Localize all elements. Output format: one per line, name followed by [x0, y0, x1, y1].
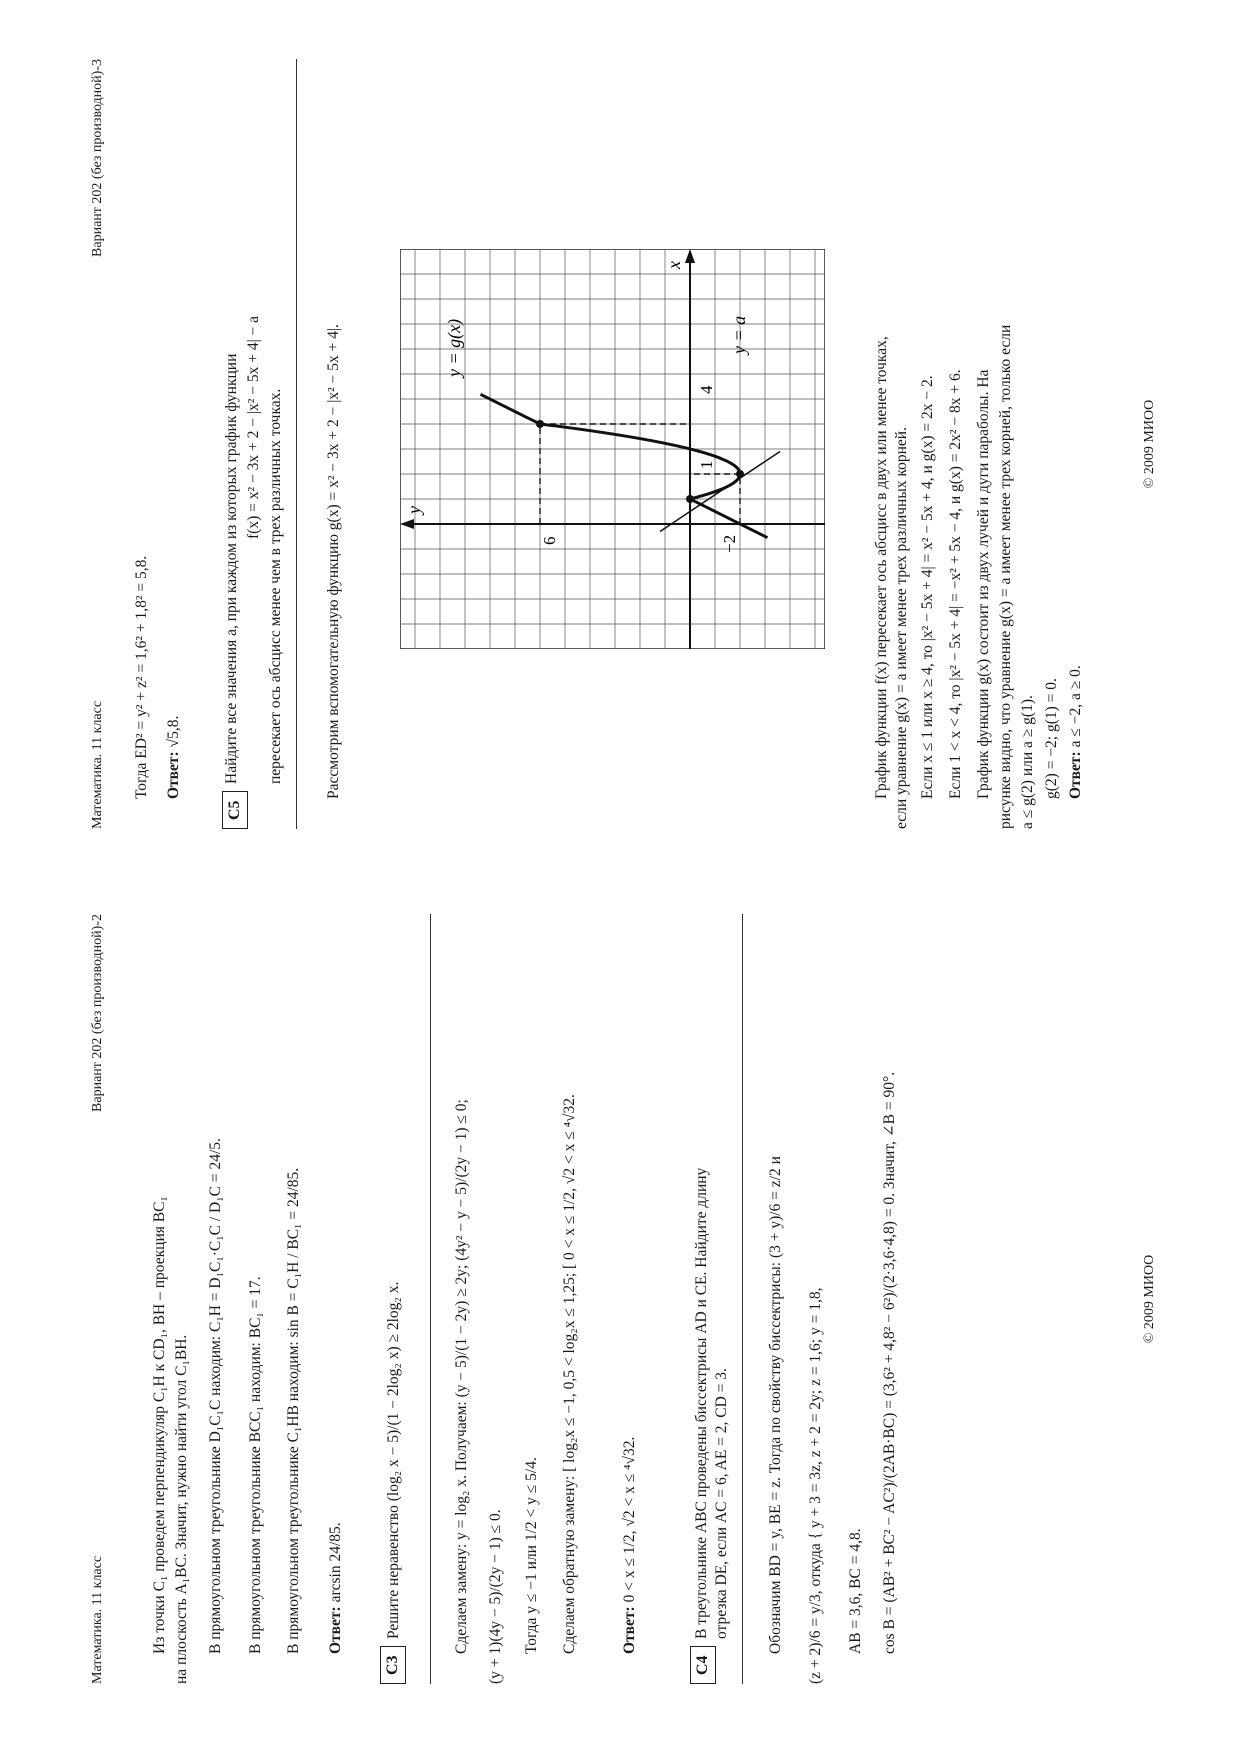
task-statement: Решите неравенство (log₂ x − 5)/(1 − 2log₂ x) ≥ 2log₂ x.: [385, 1281, 402, 1639]
task-statement: пересекает ось абсцисс менее чем в трех различных точках.: [267, 388, 284, 784]
text-line: рисунке видно, что уравнение g(x) = a имеет менее трех корней, только если: [997, 324, 1014, 829]
header-variant: Вариант 202 (без производной)-2: [90, 914, 105, 1112]
text-line: График функции g(x) состоит из двух лучей и дуги параболы. На: [975, 369, 992, 799]
text-line: Рассмотрим вспомогательную функцию g(x) = x² − 3x + 2 − |x² − 5x + 4|.: [325, 324, 342, 799]
text-line: a ≤ g(2) или a ≥ g(1).: [1019, 695, 1036, 829]
task-formula: f(x) = x² − 3x + 2 − |x² − 5x + 4| − a: [245, 315, 262, 539]
answer-label: Ответ:: [327, 1606, 344, 1654]
y-axis-arrow: [400, 519, 414, 529]
header-subject: Математика. 11 класс: [90, 1555, 105, 1684]
line-a-label: y = a: [729, 315, 749, 354]
point-2-m2: [736, 470, 744, 478]
header-subject: Математика. 11 класс: [90, 700, 105, 829]
curve-label: y = g(x): [444, 318, 464, 377]
page-footer: © 2009 МИОО: [1142, 1254, 1157, 1344]
text-line: (z + 2)/6 = y/3, откуда { y + 3 = 3z, z + 2 = 2y; z = 1,6; y = 1,8,: [807, 1287, 824, 1684]
task-statement: В треугольнике ABC проведены биссектрисы AD и CE. Найдите длину: [693, 1167, 710, 1639]
answer-line: [164, 716, 184, 799]
divider: [430, 914, 431, 1684]
task-label-c4: C4: [690, 1646, 716, 1684]
curve-g: [481, 394, 768, 537]
point-1-0: [686, 495, 694, 503]
text-line: Тогда ED² = y² + z² = 1,6² + 1,8² = 5,8.: [133, 555, 150, 799]
text-line: В прямоугольном треугольнике BCC₁ находим: BC₁ = 17.: [247, 1276, 264, 1654]
text-line: g(2) = −2; g(1) = 0.: [1043, 678, 1060, 799]
divider: [742, 914, 743, 1684]
tick-label-4: 4: [697, 385, 716, 394]
point-4-6: [536, 420, 544, 428]
task-label-c3: C3: [380, 1646, 406, 1684]
answer-line: [326, 1522, 346, 1654]
task-label-c5: C5: [222, 791, 248, 829]
graph-grid: [400, 249, 825, 649]
text-line: Если 1 < x < 4, то |x² − 5x + 4| = −x² + 5x − 4, и g(x) = 2x² − 8x + 6.: [947, 369, 964, 799]
text-line: на плоскость A₁BC. Значит, нужно найти угол C₁BH.: [173, 1334, 190, 1684]
text-line: Если x ≤ 1 или x ≥ 4, то |x² − 5x + 4| = x² − 5x + 4, и g(x) = 2x − 2.: [919, 375, 936, 799]
x-axis-arrow: [685, 249, 695, 263]
task-statement: отрезка DE, если AC = 6, AE = 2, CD = 3.: [713, 1368, 730, 1639]
text-line: (y + 1)(4y − 5)/(2y − 1) ≤ 0.: [487, 1509, 504, 1684]
answer-line: [620, 1437, 640, 1654]
text-line: Сделаем обратную замену: [ log₂x ≤ −1, 0,5 < log₂x ≤ 1,25; [ 0 < x ≤ 1/2, √2 < x ≤ ⁴√32.: [561, 1094, 578, 1654]
answer-label: Ответ:: [1067, 751, 1084, 799]
page-2: [0, 914, 1239, 1684]
tick-label-1: 1: [697, 460, 716, 469]
text-line: График функции f(x) пересекает ось абсцисс в двух или менее точках,: [873, 336, 890, 799]
text-line: Из точки C₁ проведем перпендикуляр C₁H к CD₁, BH – проекция BC₁: [151, 1196, 168, 1654]
answer-value: a ≤ −2, a ≥ 0.: [1067, 665, 1084, 748]
answer-line: [1066, 665, 1086, 799]
answer-value: √5,8.: [165, 715, 182, 748]
y-axis-label: y: [404, 506, 424, 514]
text-line: Тогда y ≤ −1 или 1/2 < y ≤ 5/4.: [523, 1457, 540, 1654]
header-variant: Вариант 202 (без производной)-3: [90, 59, 105, 257]
task-statement: Найдите все значения a, при каждом из которых график функции: [223, 353, 240, 784]
divider: [296, 59, 297, 829]
answer-value: 0 < x ≤ 1/2, √2 < x ≤ ⁴√32.: [621, 1436, 638, 1603]
answer-value: arcsin 24/85.: [327, 1522, 344, 1603]
answer-label: Ответ:: [621, 1606, 638, 1654]
text-line: Сделаем замену: y = log₂ x. Получаем: (y − 5)/(1 − 2y) ≥ 2y; (4y² − y − 5)/(2y − 1) ≤ 0;: [453, 1099, 470, 1654]
text-line: если уравнение g(x) = a имеет менее трех различных корней.: [893, 427, 910, 829]
page-3: [0, 59, 1239, 829]
text-line: В прямоугольном треугольнике C₁HB находим: sin B = C₁H / BC₁ = 24/85.: [285, 1167, 302, 1654]
line-a: [660, 452, 780, 532]
answer-label: Ответ:: [165, 751, 182, 799]
text-line: cos B = (AB² + BC² − AC²)/(2AB·BC) = (3,6² + 4,8² − 6²)/(2·3,6·4,8) = 0. Значит, ∠B = 90°.: [881, 1071, 898, 1654]
tick-label-6: 6: [540, 536, 559, 545]
page-footer: © 2009 МИОО: [1142, 399, 1157, 489]
text-line: В прямоугольном треугольнике D₁C₁C находим: C₁H = D₁C₁·C₁C / D₁C = 24/5.: [207, 1138, 224, 1654]
text-line: AB = 3,6, BC = 4,8.: [847, 1528, 864, 1654]
function-graph: [400, 249, 825, 649]
x-axis-label: x: [664, 261, 684, 269]
tick-label-minus-2: −2: [720, 534, 739, 553]
text-line: Обозначим BD = y, BE = z. Тогда по свойству биссектрисы: (3 + y)/6 = z/2 и: [767, 1156, 784, 1654]
